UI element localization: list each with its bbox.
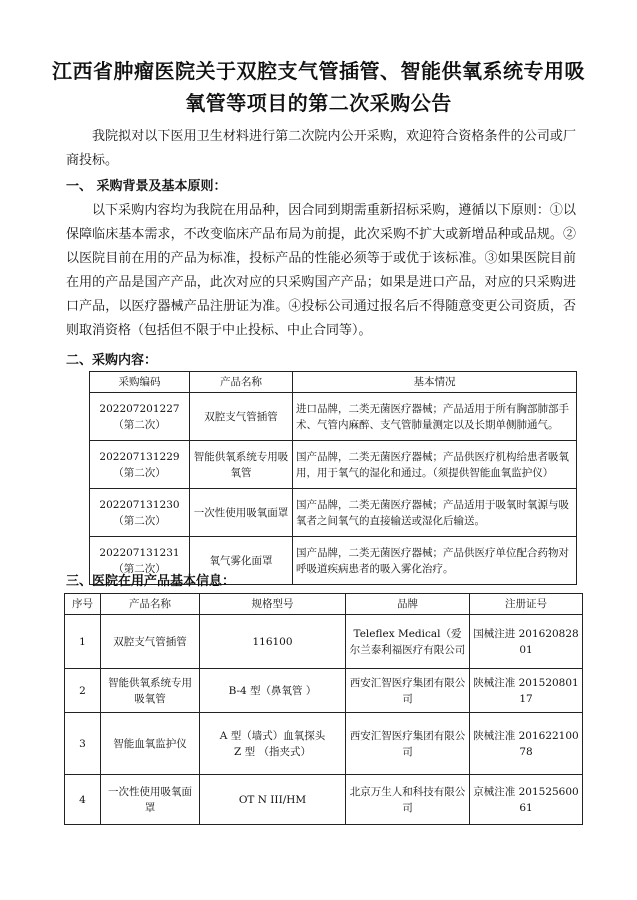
- registration-number: 陕械注准 20152080117: [470, 669, 583, 713]
- brand: 西安汇智医疗集团有限公司: [346, 669, 470, 713]
- table-row: [65, 775, 583, 825]
- table-row: [90, 489, 577, 537]
- serial-number: 3: [65, 713, 101, 775]
- serial-number: 1: [65, 615, 101, 669]
- spec-line: 116100: [252, 635, 293, 648]
- procurement-table: [89, 371, 577, 585]
- spec-line: OT N III/HM: [238, 793, 307, 806]
- registration-number: 国械注进 20162082801: [470, 615, 583, 669]
- procurement-code-cell: [90, 489, 190, 537]
- intro-paragraph: 我院拟对以下医用卫生材料进行第二次院内公开采购，欢迎符合资格条件的公司或厂商投标。: [66, 129, 576, 168]
- product-description: 国产品牌，二类无菌医疗器械；产品供医疗单位配合药物对呼吸道疾病患者的吸入雾化治疗。: [293, 537, 577, 585]
- product-name: 一次性使用吸氧面罩: [101, 775, 200, 825]
- procurement-round: （第二次）: [113, 562, 166, 575]
- product-info-table: [64, 593, 583, 825]
- registration-number: 京械注准 20152560061: [470, 775, 583, 825]
- header-spec: 规格型号: [200, 594, 346, 615]
- header-serial: 序号: [65, 594, 101, 615]
- spec-line: B-4 型（鼻氧管 ）: [228, 684, 317, 697]
- brand: Teleflex Medical（爱尔兰泰利福医疗有限公司: [346, 615, 470, 669]
- table-row: [65, 615, 583, 669]
- header-code: 采购编码: [90, 372, 190, 393]
- section-1-heading: 一、 采购背景及基本原则：: [66, 179, 227, 194]
- procurement-round: （第二次）: [113, 466, 166, 479]
- header-description: 基本情况: [293, 372, 577, 393]
- spec-cell: [200, 775, 346, 825]
- table-row: [90, 441, 577, 489]
- section-3-heading: 三、医院在用产品基本信息：: [66, 574, 236, 589]
- product-name: 一次性使用吸氧面罩: [190, 489, 293, 537]
- document-title-line-2: 氧管等项目的第二次采购公告: [185, 91, 452, 115]
- procurement-code: 202207131230: [99, 498, 180, 511]
- product-name: 智能供氧系统专用吸氧管: [101, 669, 200, 713]
- brand: 西安汇智医疗集团有限公司: [346, 713, 470, 775]
- product-name: 智能血氧监护仪: [101, 713, 200, 775]
- spec-cell: [200, 615, 346, 669]
- header-product-name: 产品名称: [101, 594, 200, 615]
- serial-number: 4: [65, 775, 101, 825]
- procurement-table-header: [90, 372, 577, 393]
- product-name: 氧气雾化面罩: [190, 537, 293, 585]
- product-name: 双腔支气管插管: [101, 615, 200, 669]
- header-brand: 品牌: [346, 594, 470, 615]
- spec-line: A 型（墙式）血氧探头: [219, 729, 326, 742]
- document-title-line-1: 江西省肿瘤医院关于双腔支气管插管、智能供氧系统专用吸: [52, 59, 585, 83]
- header-product-name: 产品名称: [190, 372, 293, 393]
- procurement-code-cell: [90, 441, 190, 489]
- section-2-heading: 二、采购内容：: [66, 353, 158, 368]
- spec-cell: [200, 713, 346, 775]
- product-description: 国产品牌，二类无菌医疗器械；产品适用于吸氧时氧源与吸氧者之间氧气的直接输送或湿化后输送。: [293, 489, 577, 537]
- procurement-round: （第二次）: [113, 418, 166, 431]
- product-name: 双腔支气管插管: [190, 393, 293, 441]
- brand: 北京万生人和科技有限公司: [346, 775, 470, 825]
- procurement-code: 202207131229: [99, 450, 180, 463]
- procurement-round: （第二次）: [113, 514, 166, 527]
- header-registration: 注册证号: [470, 594, 583, 615]
- product-description: 国产品牌，二类无菌医疗器械；产品供医疗机构给患者吸氧用，用于氧气的湿化和通过。（须提供智能血氧监护仪）: [293, 441, 577, 489]
- table-row: [65, 669, 583, 713]
- serial-number: 2: [65, 669, 101, 713]
- product-description: 进口品牌，二类无菌医疗器械；产品适用于所有胸部肺部手术、气管内麻醉、支气管肺量测定以及长期单侧肺通气。: [293, 393, 577, 441]
- section-1-body: 以下采购内容均为我院在用品种，因合同到期需重新招标采购，遵循以下原则：①以保障临床基本需求，不改变临床产品布局为前提，此次采购不扩大或新增品种或品规。②以医院目前在用的产品为标准，投标产品的性能必须等于或优于该标准。③如果医院目前在用的产品是国产产品，此次对应的只采购国产产品；如果是进口产品，对应的只采购进口产品，以医疗器械产品注册证为准。④投标公司通过报名后不得随意变更公司资质，否则取消资格（包括但不限于中止投标、中止合同等）。: [66, 203, 576, 338]
- product-name: 智能供氧系统专用吸氧管: [190, 441, 293, 489]
- spec-cell: [200, 669, 346, 713]
- registration-number: 陕械注准 20162210078: [470, 713, 583, 775]
- procurement-code: 202207201227: [99, 402, 180, 415]
- table-row: [90, 393, 577, 441]
- procurement-code-cell: [90, 393, 190, 441]
- product-info-table-header: [65, 594, 583, 615]
- spec-line: Z 型 （指夹式）: [234, 745, 311, 758]
- table-row: [65, 713, 583, 775]
- procurement-code: 202207131231: [99, 546, 180, 559]
